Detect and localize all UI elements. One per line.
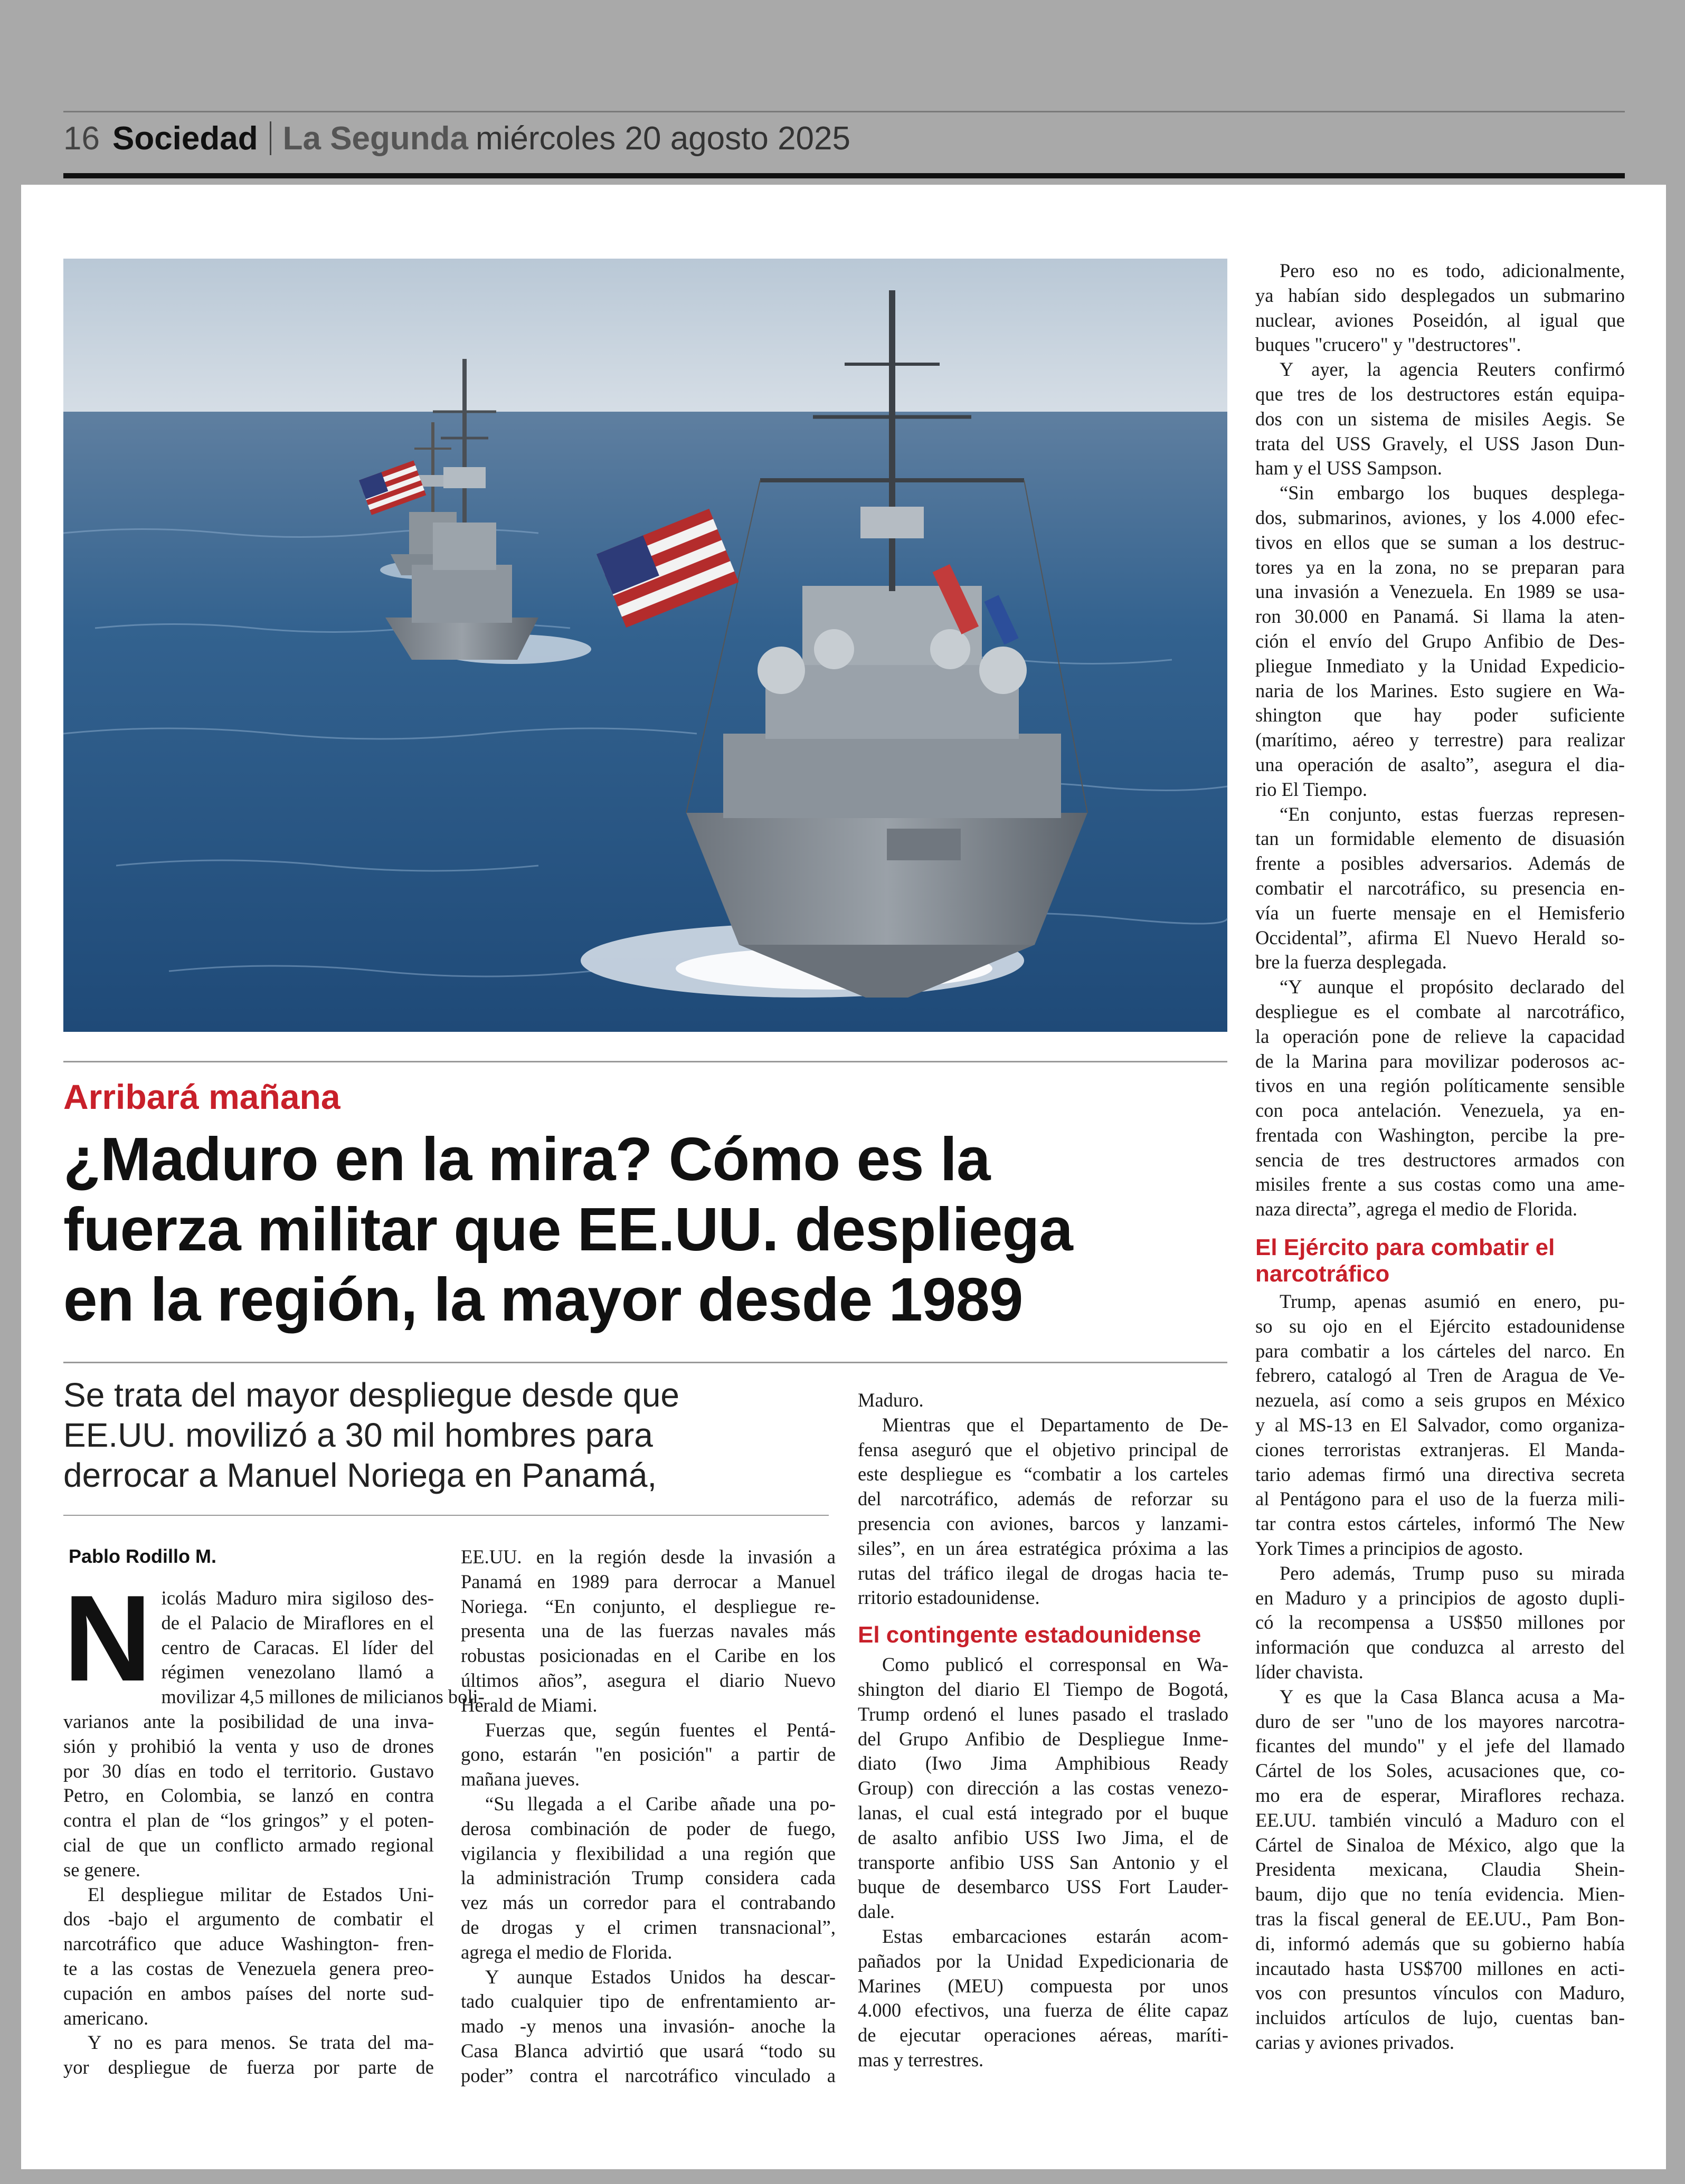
text-line: tado cualquier tipo de enfrentamiento ar- [461, 1990, 836, 2012]
column-1-body [63, 1883, 434, 2080]
text-line: Group) con dirección a las costas venezo- [858, 1777, 1228, 1799]
text-line: del Grupo Anfibio de Despliegue Inme- [858, 1727, 1228, 1750]
headline-line: en la región, la mayor desde 1989 [63, 1265, 1023, 1334]
text-line: Y ayer, la agencia Reuters confirmó [1280, 358, 1625, 381]
paragraph [858, 1413, 1228, 1610]
text-line: EE.UU. también vinculó a Maduro con el [1255, 1809, 1625, 1831]
text-line: incautado hasta US$700 millones en acti- [1255, 1957, 1625, 1979]
column-4 [1255, 259, 1625, 2055]
text-line: vía un fuerte mensaje en el Hemisferio [1255, 901, 1625, 924]
text-line: una operación de asalto”, asegura el dia- [1255, 753, 1625, 775]
text-line: gono, estarán "en posición" a partir de [461, 1743, 836, 1765]
text-line: febrero, catalogó al Tren de Aragua de Ve- [1255, 1364, 1625, 1387]
text-line: tar contra estos cárteles, informó The New [1255, 1513, 1625, 1535]
text-line: una invasión a Venezuela. En 1989 se usa- [1255, 581, 1625, 603]
text-line: Maduro. [858, 1389, 924, 1411]
deck-line: derrocar a Manuel Noriega en Panamá, [63, 1456, 657, 1494]
text-line: de ejecutar operaciones aéreas, maríti- [858, 2024, 1228, 2046]
text-line: pliegue Inmediato y la Unidad Expedicio- [1255, 654, 1625, 677]
text-line: Cártel de los Soles, acusaciones que, co- [1255, 1760, 1625, 1782]
text-line: shington que hay poder suficiente [1255, 704, 1625, 726]
text-line: tan un formidable elemento de disuasión [1255, 828, 1625, 850]
text-line: El despliegue militar de Estados Uni- [88, 1883, 434, 1905]
paragraph [858, 1924, 1228, 2073]
text-line: contra el plan de “los gringos” y el poten- [63, 1809, 434, 1831]
text-line: Pero eso no es todo, adicionalmente, [1280, 260, 1625, 281]
header-bottom-rule [63, 173, 1625, 178]
text-line: de el Palacio de Miraflores en el [161, 1611, 434, 1634]
text-line: tores ya en la zona, no se preparan para [1255, 556, 1625, 578]
text-line: yor despliegue de fuerza por parte de [63, 2056, 434, 2078]
text-line: naza directa”, agrega el medio de Florida. [1255, 1198, 1578, 1220]
deck-line: Se trata del mayor despliegue desde que [63, 1376, 679, 1414]
kicker-rule [63, 1061, 1227, 1062]
headline [63, 1124, 1246, 1335]
paragraph [858, 1653, 1228, 1924]
text-line: ron 30.000 en Panamá. Si llama la aten- [1255, 605, 1625, 628]
text-line: vez más un corredor para el contrabando [461, 1892, 836, 1914]
paragraph [63, 2030, 434, 2080]
text-line: ción el envío del Grupo Anfibio de Des- [1255, 630, 1625, 652]
paragraph [461, 1792, 836, 1965]
subhead-line: El contingente estadounidense [858, 1622, 1201, 1648]
byline: Pablo Rodillo M. [69, 1545, 216, 1567]
text-line: tivos en una región políticamente sensible [1255, 1075, 1625, 1097]
subhead-line: El Ejército para combatir el [1255, 1235, 1555, 1261]
column-4-body-top [1255, 259, 1625, 1222]
text-line: Y es que la Casa Blanca acusa a Ma- [1280, 1685, 1625, 1707]
paragraph [1255, 802, 1625, 975]
text-line: Como publicó el corresponsal en Wa- [882, 1654, 1228, 1676]
column-3-body-bottom [858, 1653, 1228, 2073]
text-line: mo era de esperar, Miraflores rechaza. [1255, 1784, 1625, 1807]
text-line: buques "crucero" y "destructores". [1255, 334, 1521, 356]
text-line: Fuerzas que, según fuentes el Pentá- [485, 1718, 836, 1741]
text-line: misiles frente a sus costas como una ame- [1255, 1173, 1625, 1195]
text-line: poder” contra el narcotráfico vinculado a [461, 2064, 836, 2086]
text-line: despliegue es el combate al narcotráfico, [1255, 1000, 1625, 1022]
deck-rule [63, 1515, 829, 1516]
text-line: sencia de tres destructores armados con [1255, 1148, 1625, 1171]
text-line: pañados por la Unidad Expedicionaria de [858, 1950, 1228, 1972]
text-line: rio El Tiempo. [1255, 778, 1367, 800]
paragraph [1255, 259, 1625, 357]
text-line: mas y terrestres. [858, 2048, 984, 2071]
issue-date: miércoles 20 agosto 2025 [476, 120, 851, 157]
text-line: ficantes del mundo" y el jefe del llamado [1255, 1735, 1625, 1757]
text-line: cial de que un conflicto armado regional [63, 1834, 434, 1856]
paragraph [1255, 1289, 1625, 1561]
text-line: frente a posibles adversarios. Además de [1255, 852, 1625, 875]
paragraph [1255, 481, 1625, 802]
text-line: rutas del tráfico ilegal de drogas hacia te- [858, 1562, 1228, 1584]
text-line: có la recompensa a US$50 millones por [1255, 1611, 1625, 1634]
text-line: duro de ser "uno de los mayores narcotra- [1255, 1710, 1625, 1732]
text-line: Casa Blanca advirtió que usará “todo su [461, 2039, 836, 2062]
text-line: vigilancia y flexibilidad a una región que [461, 1842, 836, 1864]
text-line: York Times a principios de agosto. [1255, 1537, 1523, 1560]
text-line: americano. [63, 2007, 149, 2029]
text-line: agrega el medio de Florida. [461, 1941, 673, 1963]
text-line: ciones terroristas extranjeras. El Manda- [1255, 1438, 1625, 1460]
text-line: narcotráfico que aduce Washington- fren- [63, 1933, 434, 1955]
text-line: bre la fuerza desplegada. [1255, 951, 1447, 973]
text-line: Cártel de Sinaloa de México, algo que la [1255, 1834, 1625, 1856]
column-3-body-top [858, 1388, 1228, 1610]
text-line: movilizar 4,5 millones de milicianos boli- [161, 1686, 485, 1708]
text-line: ya habían sido desplegados un submarino [1255, 284, 1625, 306]
text-line: tras la fiscal general de EE.UU., Pam Bon- [1255, 1908, 1625, 1930]
text-line: incluidos artículos de lujo, cuentas ban- [1255, 2007, 1625, 2029]
text-line: Presidenta mexicana, Claudia Shein- [1255, 1858, 1625, 1881]
publication-name: La Segunda [282, 120, 468, 157]
text-line: nezuela, así como a seis grupos en México [1255, 1389, 1625, 1411]
text-line: Mientras que el Departamento de De- [882, 1413, 1228, 1436]
text-line: baum, dijo que no tenía evidencia. Mien- [1255, 1883, 1625, 1905]
kicker: Arribará mañana [63, 1077, 340, 1116]
text-line: que tres de los destructores están equipa- [1255, 383, 1625, 405]
text-line: mañana jueves. [461, 1768, 580, 1790]
deck-line: EE.UU. movilizó a 30 mil hombres para [63, 1416, 653, 1454]
text-line: información que conduzca al arresto del [1255, 1636, 1625, 1658]
text-line: “Y aunque el propósito declarado del [1280, 976, 1625, 998]
text-line: la operación pone de relieve la capacidad [1255, 1025, 1625, 1047]
text-line: este despliegue es “combatir a los carteles [858, 1463, 1228, 1485]
text-line: robustas posicionadas en el Caribe en los [461, 1645, 836, 1667]
text-line: rritorio estadounidense. [858, 1587, 1040, 1609]
subhead-line: narcotráfico [1255, 1261, 1390, 1287]
paragraph [461, 1965, 836, 2088]
text-line: Estas embarcaciones estarán acom- [882, 1925, 1228, 1947]
paragraph [63, 1883, 434, 2031]
text-line: trata del USS Gravely, el USS Jason Dun- [1255, 432, 1625, 454]
text-line: régimen venezolano llamó a [161, 1661, 434, 1683]
warships-photo [63, 259, 1227, 1032]
column-3 [858, 1388, 1228, 2073]
paragraph [1255, 1685, 1625, 2055]
text-line: la administración Trump considera cada [461, 1867, 836, 1889]
text-line: dos con un sistema de misiles Aegis. Se [1255, 407, 1625, 430]
text-line: se genere. [63, 1858, 140, 1881]
text-line: al Pentágono para el uso de la fuerza mili- [1255, 1488, 1625, 1510]
text-line: dos -bajo el argumento de combatir el [63, 1908, 434, 1930]
paragraph [1255, 1561, 1625, 1685]
text-line: Y aunque Estados Unidos ha descar- [485, 1965, 836, 1988]
page-header [63, 117, 850, 159]
paragraph [858, 1388, 1228, 1413]
text-line: (marítimo, aéreo y terrestre) para realizar [1255, 729, 1625, 751]
text-line: “Sin embargo los buques desplega- [1280, 482, 1625, 504]
text-line: “En conjunto, estas fuerzas represen- [1280, 803, 1625, 825]
text-line: fensa aseguró que el objetivo principal de [858, 1438, 1228, 1460]
paragraph [1255, 357, 1625, 481]
text-line: últimos años”, asegura el diario Nuevo [461, 1669, 836, 1691]
text-line: lanas, el cual está integrado por el buque [858, 1801, 1228, 1824]
column-2-body [461, 1545, 836, 2088]
text-line: cupación en ambos países del norte sud- [63, 1982, 434, 2004]
text-line: “Su llegada a el Caribe añade una po- [485, 1792, 836, 1815]
text-line: combatir el narcotráfico, su presencia en- [1255, 877, 1625, 899]
text-line: vos con presuntos vínculos con Maduro, [1255, 1982, 1625, 2004]
text-line: diato (Iwo Jima Amphibious Ready [858, 1752, 1228, 1774]
text-line: de drogas y el crimen transnacional”, [461, 1916, 836, 1938]
text-line: presenta una de las fuerzas navales más [461, 1620, 836, 1642]
text-line: Panamá en 1989 para derrocar a Manuel [461, 1570, 836, 1592]
page-number: 16 [63, 120, 100, 157]
text-line: buque de desembarco USS Fort Lauder- [858, 1876, 1228, 1898]
text-line: so su ojo en el Ejército estadounidense [1255, 1315, 1625, 1337]
text-line: de la Marina para movilizar poderosos ac- [1255, 1050, 1625, 1072]
paragraph [1255, 975, 1625, 1222]
headline-line: fuerza militar que EE.UU. despliega [63, 1195, 1073, 1264]
text-line: por 30 días en todo el territorio. Gustavo [63, 1760, 434, 1782]
paragraph [461, 1545, 836, 1718]
text-line: varianos ante la posibilidad de una inva- [63, 1710, 434, 1732]
text-line: carias y aviones privados. [1255, 2031, 1455, 2053]
text-line: dos, submarinos, aviones, y los 4.000 efec- [1255, 506, 1625, 528]
text-line: Petro, en Colombia, se lanzó en contra [63, 1784, 434, 1807]
text-line: del narcotráfico, además de reforzar su [858, 1488, 1228, 1510]
text-line: Trump ordenó el lunes pasado el traslado [858, 1703, 1228, 1725]
column-2 [461, 1545, 836, 2088]
headline-line: ¿Maduro en la mira? Cómo es la [63, 1125, 990, 1193]
text-line: con poca antelación. Venezuela, ya en- [1255, 1099, 1625, 1122]
section-name: Sociedad [112, 120, 258, 157]
text-line: y al MS-13 en El Salvador, como organiza- [1255, 1414, 1625, 1436]
text-line: icolás Maduro mira sigiloso des- [161, 1587, 434, 1609]
text-line: Pero además, Trump puso su mirada [1280, 1562, 1625, 1584]
text-line: transporte anfibio USS San Antonio y el [858, 1851, 1228, 1873]
text-line: di, informó además que su gobierno había [1255, 1932, 1625, 1954]
deck [63, 1375, 845, 1495]
text-line: presencia con aviones, barcos y lanzami- [858, 1512, 1228, 1534]
header-divider [270, 121, 271, 155]
text-line: Occidental”, afirma El Nuevo Herald so- [1255, 926, 1625, 948]
column-4-body-bottom [1255, 1289, 1625, 2055]
text-line: te a las costas de Venezuela genera preo- [63, 1957, 434, 1979]
column-1 [63, 1570, 485, 2080]
text-line: centro de Caracas. El líder del [161, 1636, 434, 1658]
text-line: shington del diario El Tiempo de Bogotá, [858, 1678, 1228, 1700]
text-line: derosa combinación de poder de fuego, [461, 1817, 836, 1839]
text-line: para combatir a los cárteles del narco. En [1255, 1340, 1625, 1362]
text-line: tivos en ellos que se suman a los destruc- [1255, 531, 1625, 553]
subhead-ejercito [1255, 1235, 1625, 1287]
text-line: Trump, apenas asumió en enero, pu- [1280, 1290, 1625, 1313]
text-line: tario ademas firmó una directiva secreta [1255, 1463, 1625, 1485]
text-line: dale. [858, 1901, 895, 1923]
paragraph [461, 1718, 836, 1792]
text-line: en Maduro y a principios de agosto dupli- [1255, 1587, 1625, 1609]
text-line: nuclear, aviones Poseidón, al igual que [1255, 309, 1625, 331]
text-line: ham y el USS Sampson. [1255, 457, 1442, 479]
text-line: líder chavista. [1255, 1661, 1364, 1683]
text-line: naria de los Marines. Esto sugiere en Wa- [1255, 679, 1625, 701]
text-line: mado -y menos una invasión- anoche la [461, 2015, 836, 2037]
text-line: 4.000 efectivos, una fuerza de élite capaz [858, 1999, 1228, 2021]
subhead-contingente [858, 1622, 1228, 1648]
text-line: Noriega. “En conjunto, el despliegue re- [461, 1595, 836, 1617]
headline-rule [63, 1362, 1227, 1363]
text-line: Herald de Miami. [461, 1694, 598, 1716]
text-line: Y no es para menos. Se trata del ma- [88, 2031, 434, 2054]
text-line: siles”, en un área estratégica próxima a las [858, 1537, 1228, 1559]
drop-cap: N [63, 1570, 152, 1707]
text-line: de asalto anfibio USS Iwo Jima, el de [858, 1826, 1228, 1848]
text-line: EE.UU. en la región desde la invasión a [461, 1546, 836, 1568]
text-line: Marines (MEU) compuesta por unos [858, 1974, 1228, 1997]
text-line: frentada con Washington, percibe la pre- [1255, 1124, 1625, 1146]
header-top-rule [63, 111, 1625, 112]
text-line: sión y prohibió la venta y uso de drones [63, 1735, 434, 1757]
